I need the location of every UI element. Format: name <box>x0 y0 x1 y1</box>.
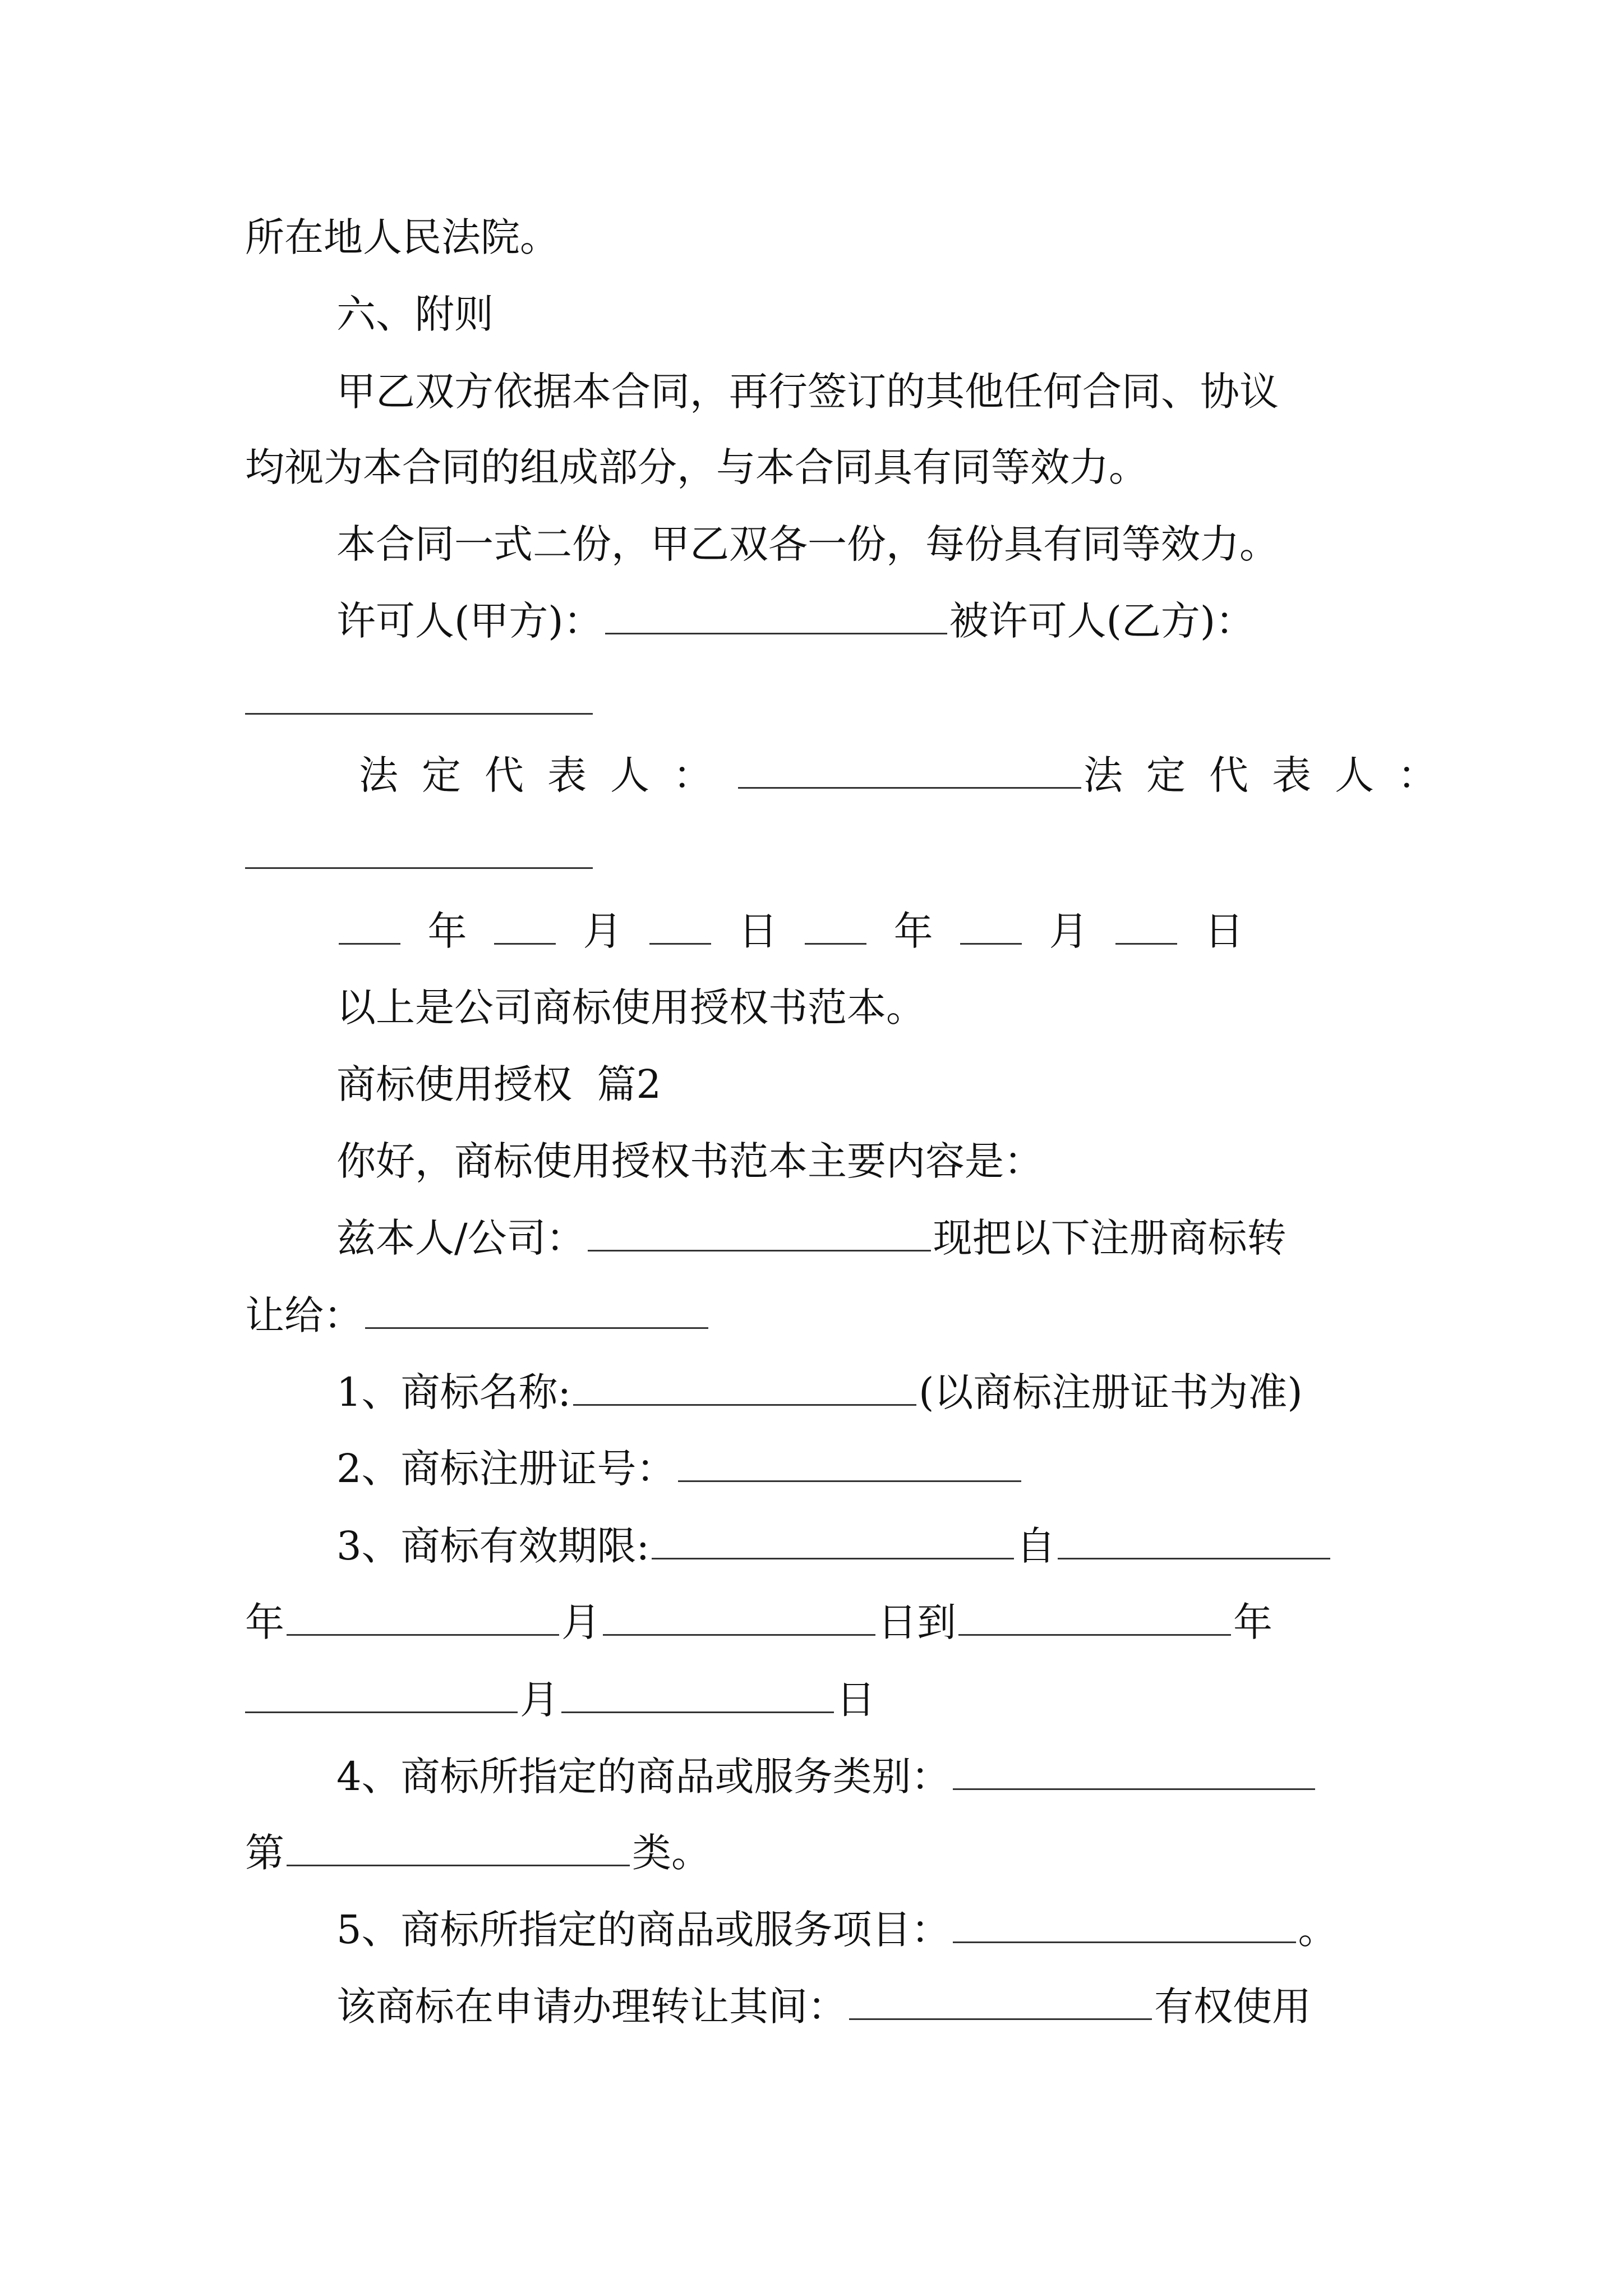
year-blank <box>339 908 400 945</box>
service-items-blank <box>953 1906 1296 1943</box>
to-day: 日 <box>836 1677 875 1723</box>
representative-label-b: 法定代表人： <box>1083 752 1460 798</box>
from-month: 月 <box>561 1599 601 1645</box>
text-line: 甲乙双方依据本合同，再行签订的其他任何合同、协议 <box>336 369 1279 415</box>
service-items-line <box>336 1902 1338 1958</box>
service-items-end: 。 <box>1298 1907 1338 1953</box>
to-day-blank <box>561 1676 834 1713</box>
representative-blank-a <box>738 752 1081 789</box>
category-label: 4、商标所指定的商品或服务类别： <box>336 1754 951 1800</box>
class-line <box>245 1825 711 1881</box>
section-heading: 六、附则 <box>336 291 494 337</box>
text-line: 均视为本合同的组成部分，与本合同具有同等效力。 <box>245 444 1148 490</box>
validity-label: 3、商标有效期限: <box>336 1523 650 1569</box>
registration-number-line <box>336 1441 1023 1497</box>
transfer-period-line <box>336 1978 1311 2035</box>
signature-line-row <box>245 827 595 884</box>
category-line <box>336 1749 1317 1805</box>
transfer-text: 现把以下注册商标转 <box>933 1215 1287 1261</box>
date-day: 日 <box>1204 908 1244 954</box>
date-year: 年 <box>893 908 933 954</box>
representative-line <box>359 747 1460 803</box>
trademark-name-blank <box>573 1369 916 1406</box>
date-month: 月 <box>583 908 623 954</box>
trademark-name-label: 1、商标名称: <box>336 1369 571 1415</box>
to-month-blank <box>245 1676 518 1713</box>
text-line: 本合同一式二份，甲乙双各一份，每份具有同等效力。 <box>336 521 1279 567</box>
registration-number-blank <box>678 1445 1021 1482</box>
date-day: 日 <box>738 908 778 954</box>
assignor-label: 兹本人/公司： <box>336 1215 585 1261</box>
validity-from: 自 <box>1016 1523 1056 1569</box>
to-year-blank <box>958 1599 1231 1636</box>
licensor-line <box>336 593 1255 649</box>
registration-number-label: 2、商标注册证号： <box>336 1446 676 1492</box>
assignor-line <box>336 1210 1287 1266</box>
category-blank <box>953 1753 1315 1790</box>
validity-date-line <box>245 1594 1272 1650</box>
from-day-blank <box>603 1599 875 1636</box>
from-day-to: 日到 <box>878 1599 956 1645</box>
trademark-name-note: (以商标注册证书为准) <box>919 1369 1303 1415</box>
assignee-line <box>245 1287 711 1343</box>
text-line: 所在地人民法院。 <box>245 214 559 260</box>
month-blank <box>960 908 1022 945</box>
licensee-blank <box>245 678 593 715</box>
date-line <box>336 903 1244 959</box>
trademark-name-line <box>336 1364 1303 1420</box>
validity-line <box>336 1518 1332 1574</box>
to-year: 年 <box>1233 1599 1272 1645</box>
from-month-blank <box>287 1599 559 1636</box>
day-blank <box>1115 908 1177 945</box>
assignor-blank <box>588 1214 931 1251</box>
date-year: 年 <box>427 908 467 954</box>
text-line: 以上是公司商标使用授权书范本。 <box>336 984 925 1030</box>
day-blank <box>649 908 711 945</box>
class-suffix: 类。 <box>632 1830 711 1876</box>
service-items-label: 5、商标所指定的商品或服务项目： <box>336 1907 951 1953</box>
representative-blank-b <box>245 832 593 869</box>
text-line: 你好，商标使用授权书范本主要内容是： <box>336 1138 1043 1184</box>
year-blank <box>805 908 866 945</box>
class-blank <box>287 1829 630 1866</box>
assignee-label: 让给： <box>245 1292 363 1338</box>
to-month: 月 <box>520 1677 559 1723</box>
representative-label-a: 法定代表人： <box>359 752 736 798</box>
licensor-blank <box>605 597 947 634</box>
date-month: 月 <box>1049 908 1089 954</box>
assignee-blank <box>365 1292 708 1329</box>
licensor-label: 许可人(甲方)： <box>336 598 603 644</box>
transfer-period-text: 有权使用 <box>1154 1984 1311 2030</box>
validity-date-line <box>245 1672 875 1728</box>
from-year-blank <box>1058 1522 1330 1559</box>
transfer-period-blank <box>849 1983 1152 2020</box>
licensee-label: 被许可人(乙方)： <box>949 598 1255 644</box>
validity-blank <box>652 1522 1014 1559</box>
class-prefix: 第 <box>245 1830 284 1876</box>
from-year: 年 <box>245 1599 284 1645</box>
transfer-period-label: 该商标在申请办理转让其间： <box>336 1984 847 2030</box>
signature-line-row <box>245 673 595 729</box>
month-blank <box>494 908 556 945</box>
section-heading: 商标使用授权 篇2 <box>336 1061 662 1107</box>
